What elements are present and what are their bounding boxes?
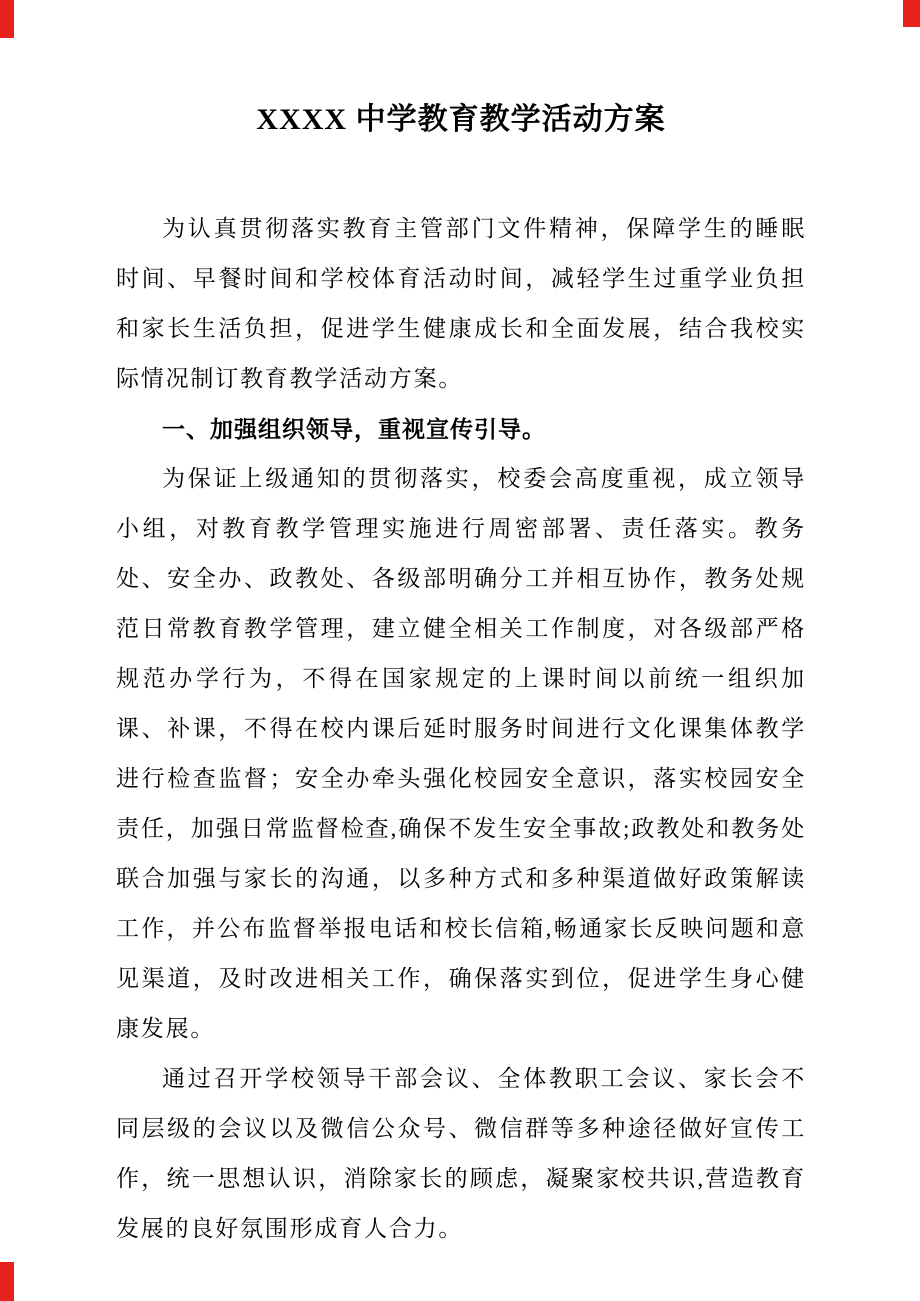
red-border-mark-top-left [0, 0, 14, 38]
red-border-mark-top-right [903, 0, 920, 27]
paragraph: 通过召开学校领导干部会议、全体教职工会议、家长会不同层级的会议以及微信公众号、微信群等多种途径做好宣传工作，统一思想认识，消除家长的顾虑，凝聚家校共识,营造教育发展的良好氛围形成育人合力。 [116, 1066, 806, 1241]
red-border-mark-bottom-left [0, 1262, 14, 1301]
section-heading: 一、加强组织领导，重视宣传引导。 [162, 416, 546, 442]
page-title: XXXX 中学教育教学活动方案 [256, 103, 666, 136]
paragraph: 为认真贯彻落实教育主管部门文件精神，保障学生的睡眠时间、早餐时间和学校体育活动时间，减轻学生过重学业负担和家长生活负担，促进学生健康成长和全面发展，结合我校实际情况制订教育教学活动方案。 [116, 216, 806, 391]
paragraph: 为保证上级通知的贯彻落实，校委会高度重视，成立领导小组，对教育教学管理实施进行周密部署、责任落实。教务处、安全办、政教处、各级部明确分工并相互协作，教务处规范日常教育教学管理，建立健全相关工作制度，对各级部严格规范办学行为，不得在国家规定的上课时间以前统一组织加课、补课，不得在校内课后延时服务时间进行文化课集体教学进行检查监督；安全办牵头强化校园安全意识，落实校园安全责任，加强日常监督检查,确保不发生安全事故;政教处和教务处联合加强与家长的沟通，以多种方式和多种渠道做好政策解读工作，并公布监督举报电话和校长信箱,畅通家长反映问题和意见渠道，及时改进相关工作，确保落实到位，促进学生身心健康发展。 [116, 466, 806, 1041]
document-content [116, 98, 806, 1254]
document-body [116, 204, 806, 1254]
